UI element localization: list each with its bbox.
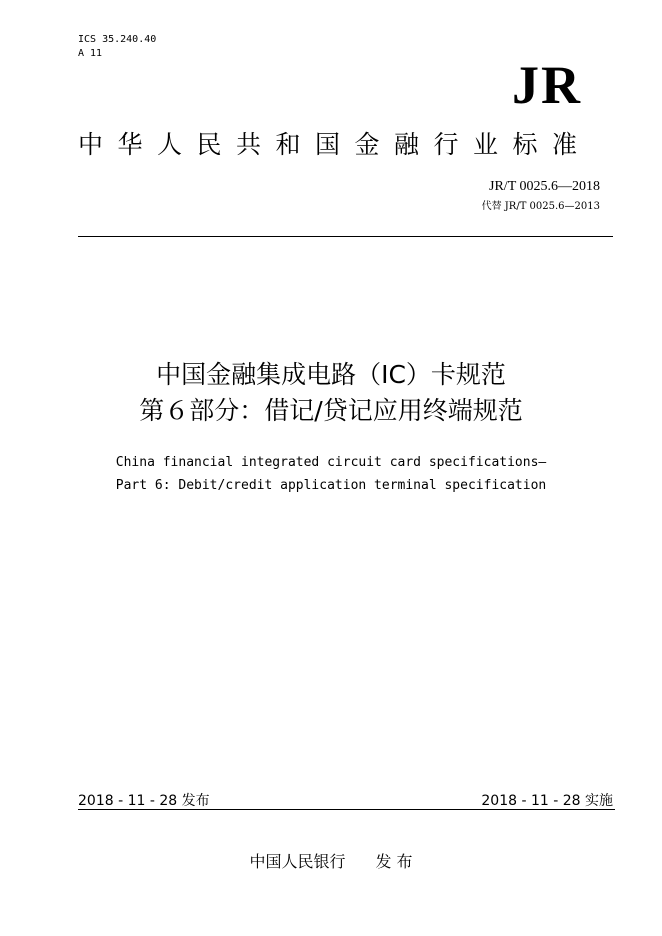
chinese-title-line-1: 中国金融集成电路（IC）卡规范 [156, 360, 506, 389]
standard-category-title: 中华人民共和国金融行业标准 [78, 130, 592, 159]
implementation-date: 2018 - 11 - 28 实施 [481, 793, 613, 809]
header-divider [78, 236, 613, 237]
english-title-line-1: China financial integrated circuit card specifications— [115, 455, 547, 470]
footer-divider [78, 809, 615, 810]
standard-number: JR/T 0025.6—2018 [489, 179, 600, 194]
ics-code: ICS 35.240.40 [78, 34, 157, 45]
jr-logo: JR [512, 55, 582, 115]
issue-word: 发 布 [375, 852, 413, 871]
issuer-line [0, 851, 662, 873]
ics-ccs-block [78, 33, 156, 61]
issuer-name: 中国人民银行 [249, 852, 346, 871]
replaces-standard: 代替 JR/T 0025.6—2013 [481, 201, 600, 212]
chinese-title-line-2: 第６部分：借记/贷记应用终端规范 [139, 396, 523, 425]
issue-date: 2018 - 11 - 28 发布 [78, 793, 210, 809]
english-title-line-2: Part 6: Debit/credit application terminal specification [115, 478, 547, 493]
ccs-code: A 11 [78, 48, 103, 59]
